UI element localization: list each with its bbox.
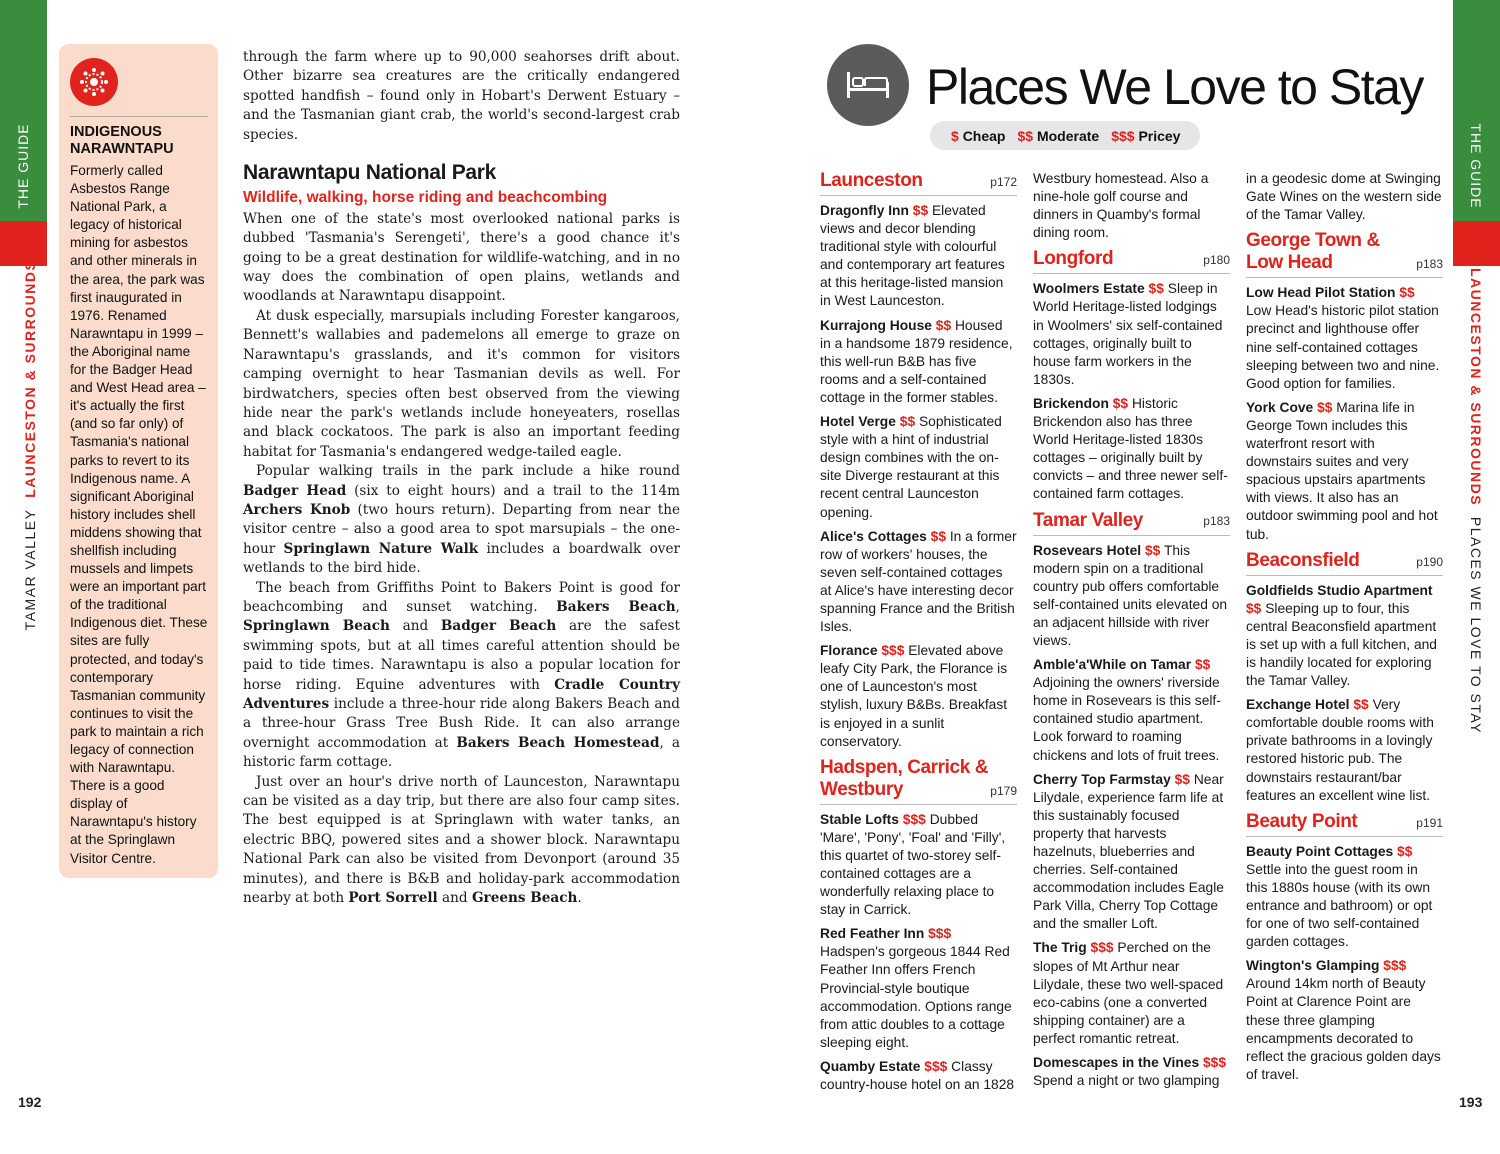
price-key-moderate: $$ Moderate	[1017, 127, 1100, 144]
area-heading: George Town & Low Head	[1246, 230, 1380, 274]
listings-column-2	[1033, 170, 1230, 1096]
sidebar-divider	[70, 116, 208, 117]
listing-entry: Kurrajong House $$ Housed in a handsome 1879 residence, this well-run B&B has five rooms and a self-contained cottage in the former stables.	[820, 317, 1013, 405]
paragraph-2: At dusk especially, marsupials including Forester kangaroos, Bennett's wallabies and pademelons all emerge to graze on Narawntapu's grasslands, and it's common for visitors camping overnight to hear Tasmanian devils as well. For birdwatchers, species often best observed from the viewing hide near the park's wetlands include honeyeaters, rosellas and black cockatoos. The park is also an important feeding habitat for Tasmania's endangered wedge-tailed eagle.	[243, 307, 680, 460]
place-springlawn-walk: Springlawn Nature Walk	[283, 540, 479, 557]
continued-text: in a geodesic dome at Swinging Gate Wines on the western side of the Tamar Valley.	[1246, 171, 1442, 223]
right-tab-section-marker	[1453, 221, 1500, 266]
listing-entry: Goldfields Studio Apartment $$ Sleeping up to four, this central Beaconsfield apartment is set up with a full kitchen, and is handily located for exploring the Tamar Valley.	[1246, 582, 1437, 689]
place-port-sorrell: Port Sorrell	[348, 890, 438, 907]
listing-entry: Red Feather Inn $$$ Hadspen's gorgeous 1844 Red Feather Inn offers French Provincial-style boutique accommodation. Options range from attic doubles to a cottage sleeping eight.	[820, 926, 1012, 1050]
listing-entry: Stable Lofts $$$ Dubbed 'Mare', 'Pony', 'Foal' and 'Filly', this quartet of two-storey self-contained cottages are a wonderfully relaxing place to stay in Carrick.	[820, 811, 1006, 918]
area-heading: Longford	[1033, 248, 1114, 270]
area-tamar-valley	[1033, 510, 1230, 1091]
bed-icon	[827, 44, 909, 126]
running-head-red: LAUNCESTON & SURROUNDS	[22, 259, 38, 498]
paragraph-4: The beach from Griffiths Point to Bakers Point is good for beachcombing and sunset watching. Bakers Beach, Springlawn Beach and Badger Beach are the safest swimming spots, but at all times careful attention should be paid to tide times. Narawntapu is also a popular location for horse riding. Equine adventures with Cradle Country Adventures include a three-hour ride along Bakers Beach and a three-hour Grass Tree Bush Ride. It can also arrange overnight accommodation at Bakers Beach Homestead, a historic farm cottage.	[243, 579, 681, 771]
listing-entry: York Cove $$ Marina life in George Town includes this waterfront resort with downstairs suites and very spacious upstairs apartments with views. It also has an outdoor swimming pool and hot tub.	[1246, 399, 1438, 542]
left-tab-label: THE GUIDE	[15, 123, 31, 209]
listing-entry: Brickendon $$ Historic Brickendon also has three World Heritage-listed 1830s cottages – originally built by convicts – and three newer self-contained farm cottages.	[1033, 395, 1228, 502]
listing-entry: Amble'a'While on Tamar $$ Adjoining the owners' riverside home in Rosevears is this self-contained studio apartment. Look forward to roaming chickens and lots of fruit trees.	[1033, 657, 1221, 763]
area-hadspen-carrick-westbury	[820, 757, 1017, 1094]
area-page-ref: p180	[1203, 253, 1230, 268]
aboriginal-dot-art-icon	[70, 58, 118, 106]
place-greens-beach: Greens Beach	[471, 890, 578, 907]
running-head-grey: PLACES WE LOVE TO STAY	[1468, 516, 1484, 735]
area-heading: Tamar Valley	[1033, 509, 1143, 531]
listing-entry: Exchange Hotel $$ Very comfortable double rooms with private bathrooms in a lovingly restored historic pub. The downstairs restaurant/bar features an excellent wine list.	[1246, 697, 1434, 803]
place-bakers-beach: Bakers Beach	[556, 598, 676, 615]
area-beaconsfield	[1246, 550, 1443, 805]
right-running-head	[1468, 268, 1484, 735]
listing-entry: Florance $$$ Elevated above leafy City Park, the Florance is one of Launceston's most stylish, luxury B&Bs. Breakfast is enjoyed in a sunlit conservatory.	[820, 643, 1008, 749]
sidebar-body: Formerly called Asbestos Range National Park, a legacy of historical mining for asbestos and other minerals in the area, the park was first inaugurated in 1976. Renamed Narawntapu in 1999 – the Aboriginal name for the Badger Head and West Head area – it's actually the first (and so far only) of Tasmania's national parks to revert to its Indigenous name. A significant Aboriginal history includes shell middens showing that shellfish including mussels and limpets were an important part of the traditional Indigenous diet. These sites are fully protected, and today's contemporary Tasmanian community continues to visit the park to maintain a rich legacy of connection with Narawntapu. There is a good display of Narawntapu's history at the Springlawn Visitor Centre.	[70, 163, 208, 866]
place-badger-beach: Badger Beach	[440, 618, 557, 635]
page-number-right: 193	[1459, 1094, 1483, 1110]
listing-entry: Hotel Verge $$ Sophisticated style with a hint of industrial design combines with the on-site Diverge restaurant at this recent central Launceston opening.	[820, 414, 1002, 520]
listing-entry: Low Head Pilot Station $$ Low Head's historic pilot station precinct and lighthouse offer nine self-contained cottages sleeping between two and nine. Good option for families.	[1246, 285, 1440, 391]
place-bakers-homestead: Bakers Beach Homestead	[456, 734, 660, 751]
section-subheading: Wildlife, walking, horse riding and beachcombing	[243, 189, 608, 207]
paragraph-5: Just over an hour's drive north of Launceston, Narawntapu can be visited as a day trip, but there are also four camp sites. The best equipped is at Springlawn with water tanks, an electric BBQ, powered sites and a shower block. Narawntapu National Park can also be visited from Devonport (around 35 minutes), and there is B&B and holiday-park accommodation nearby at both Port Sorrell and Greens Beach.	[243, 773, 680, 907]
listing-entry: Quamby Estate $$$ Classy country-house hotel on an 1828	[820, 1058, 1015, 1093]
price-key	[930, 121, 1200, 150]
place-badger-head: Badger Head	[243, 482, 347, 499]
price-key-pricey: $$$ Pricey	[1111, 127, 1181, 144]
listing-entry: Woolmers Estate $$ Sleep in World Heritage-listed lodgings in Woolmers' six self-contained cottages, originally built to house farm workers in the 1830s.	[1033, 281, 1223, 387]
indigenous-sidebar	[59, 44, 218, 878]
area-launceston	[820, 170, 1017, 751]
area-page-ref: p183	[1203, 514, 1230, 529]
running-head-red: LAUNCESTON & SURROUNDS	[1468, 268, 1484, 507]
area-heading: Beauty Point	[1246, 810, 1358, 832]
area-beauty-point	[1246, 811, 1443, 1084]
left-running-head	[22, 235, 38, 655]
section-heading: Narawntapu National Park	[243, 161, 497, 185]
listings-column-1	[820, 170, 1017, 1100]
listing-entry: Domescapes in the Vines $$$ Spend a night or two glamping	[1033, 1055, 1227, 1089]
area-page-ref: p190	[1416, 554, 1443, 569]
listing-entry: Beauty Point Cottages $$ Settle into the guest room in this 1880s house (with its own entrance and bathroom) or opt for one of two self-contained garden cottages.	[1246, 843, 1433, 950]
area-heading: Hadspen, Carrick & Westbury	[820, 756, 989, 800]
running-head-grey: TAMAR VALLEY	[22, 508, 38, 631]
listing-entry: Cherry Top Farmstay $$ Near Lilydale, experience farm life at this sustainably focused property that harvests hazelnuts, blueberries and cherries. Self-contained accommodation includes Eagle Park Villa, Cherry Top Cottage and the smaller Loft.	[1033, 771, 1224, 932]
price-key-cheap: $ Cheap	[951, 127, 1006, 144]
paragraph-1: When one of the state's most overlooked national parks is dubbed 'Tasmania's Serengeti', there's a good chance it's going to be a great destination for wildlife-watching, and in no way does the combination of open plains, wetlands and woodlands at Narawntapu disappoint.	[243, 210, 680, 305]
intro-paragraph: through the farm where up to 90,000 seahorses drift about. Other bizarre sea creatures are the critically endangered spotted handfish – found only in Hobart's Derwent Estuary – and the Tasmanian giant crab, the world's second-largest crab species.	[243, 49, 680, 143]
listing-entry: Rosevears Hotel $$ This modern spin on a traditional country pub offers comfortable self-contained units elevated on an adjacent hillside with river views.	[1033, 542, 1228, 648]
listing-entry: Wington's Glamping $$$ Around 14km north of Beauty Point at Clarence Point are these three glamping encampments decorated to reflect the gracious golden days of travel.	[1246, 958, 1441, 1082]
sidebar-title: INDIGENOUS NARAWNTAPU	[70, 124, 174, 157]
area-george-town-low-head	[1246, 230, 1443, 543]
place-archers-knob: Archers Knob	[243, 501, 351, 518]
listing-entry: Dragonfly Inn $$ Elevated views and decor blending traditional style with colourful and contemporary art features at this heritage-listed mansion in West Launceston.	[820, 203, 1005, 309]
continued-text: Westbury homestead. Also a nine-hole golf course and dinners in Quamby's formal dining room.	[1033, 171, 1209, 241]
place-springlawn-beach: Springlawn Beach	[243, 618, 390, 635]
area-heading: Beaconsfield	[1246, 549, 1360, 571]
place-cradle-country: Cradle Country Adventures	[243, 676, 680, 712]
area-longford	[1033, 248, 1230, 503]
paragraph-3: Popular walking trails in the park include a hike round Badger Head (six to eight hours) and a trail to the 114m Archers Knob (two hours return). Departing from near the visitor centre – also a good area to spot marsupials – the one-hour Springlawn Nature Walk includes a boardwalk over wetlands to the bird hide.	[243, 463, 680, 577]
listings-column-3	[1246, 170, 1443, 1090]
area-heading: Launceston	[820, 170, 923, 191]
area-page-ref: p172	[990, 174, 1017, 189]
right-tab-label: THE GUIDE	[1468, 123, 1484, 209]
main-article	[243, 48, 680, 908]
area-page-ref: p191	[1416, 815, 1443, 830]
page-number-left: 192	[18, 1094, 42, 1110]
area-page-ref: p183	[1416, 257, 1443, 272]
listing-entry: Alice's Cottages $$ In a former row of workers' houses, the seven self-contained cottages at Alice's have interesting decor spanning France and the British Isles.	[820, 528, 1017, 635]
listing-entry: The Trig $$$ Perched on the slopes of Mt Arthur near Lilydale, these two well-spaced eco-cabins (one a converted shipping container) are a perfect romantic retreat.	[1033, 940, 1224, 1046]
area-page-ref: p179	[990, 783, 1017, 798]
page-title: Places We Love to Stay	[926, 59, 1423, 115]
